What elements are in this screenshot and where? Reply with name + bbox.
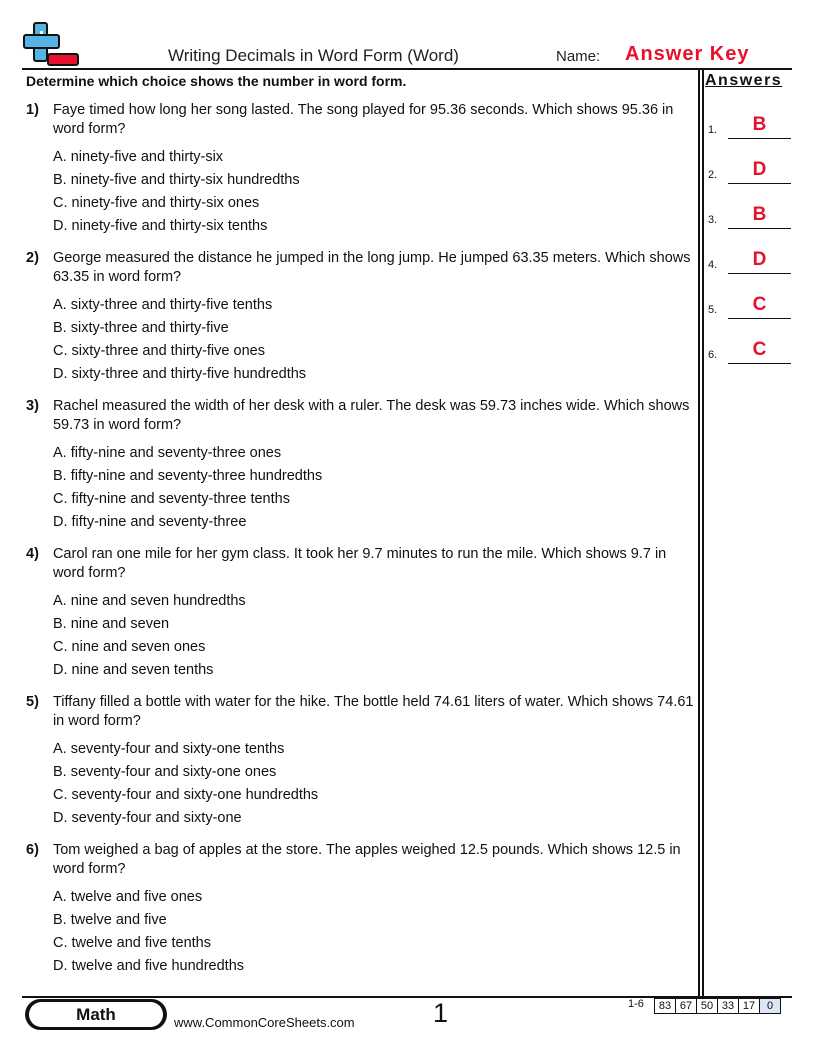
question-number: 5) xyxy=(26,694,39,710)
answer-number: 5. xyxy=(708,304,718,316)
answer-number: 4. xyxy=(708,259,718,271)
question-3 xyxy=(26,397,696,534)
answer-value: D xyxy=(752,249,767,270)
question-number: 6) xyxy=(26,842,39,858)
choice-a: A. ninety-five and thirty-six xyxy=(53,149,224,165)
question-number: 1) xyxy=(26,102,39,118)
score-cell: 83 xyxy=(654,998,676,1014)
top-divider xyxy=(22,68,792,70)
answer-row xyxy=(708,157,794,202)
footer-url: www.CommonCoreSheets.com xyxy=(174,1015,355,1030)
question-5 xyxy=(26,693,696,830)
choice-c: C. twelve and five tenths xyxy=(53,935,211,951)
score-range-label: 1-6 xyxy=(628,998,644,1010)
question-text: Tiffany filled a bottle with water for the hike. The bottle held 74.61 liters of water. Which shows 74.61 in word form? xyxy=(52,694,694,729)
question-text: Carol ran one mile for her gym class. It took her 9.7 minutes to run the mile. Which shows 9.7 in word form? xyxy=(52,546,667,581)
question-text: Rachel measured the width of her desk with a ruler. The desk was 59.73 inches wide. Which shows 59.73 in word form? xyxy=(52,398,690,433)
choice-a: A. nine and seven hundredths xyxy=(53,593,246,609)
answer-line xyxy=(728,318,791,319)
choice-b: B. twelve and five xyxy=(53,912,167,928)
question-4 xyxy=(26,545,696,682)
answer-value: B xyxy=(752,114,767,135)
choice-c: C. ninety-five and thirty-six ones xyxy=(53,195,260,211)
question-1 xyxy=(26,101,696,238)
question-6 xyxy=(26,841,696,978)
choice-a: A. sixty-three and thirty-five tenths xyxy=(53,297,273,313)
answer-row xyxy=(708,337,794,382)
answer-value: D xyxy=(752,159,767,180)
choice-d: D. ninety-five and thirty-six tenths xyxy=(53,218,268,234)
choice-d: D. seventy-four and sixty-one xyxy=(53,810,242,826)
choice-d: D. twelve and five hundredths xyxy=(53,958,245,974)
answer-number: 6. xyxy=(708,349,718,361)
answers-column-divider xyxy=(698,69,700,997)
answers-column-divider-inner xyxy=(702,69,704,997)
score-cell: 67 xyxy=(675,998,697,1014)
answer-line xyxy=(728,363,791,364)
answer-value: C xyxy=(752,294,767,315)
choice-b: B. nine and seven xyxy=(53,616,170,632)
answer-line xyxy=(728,183,791,184)
choice-b: B. ninety-five and thirty-six hundredths xyxy=(53,172,300,188)
question-2 xyxy=(26,249,696,386)
choice-c: C. fifty-nine and seventy-three tenths xyxy=(53,491,290,507)
answer-value: B xyxy=(752,204,767,225)
answer-row xyxy=(708,112,794,157)
answer-number: 3. xyxy=(708,214,718,226)
choice-d: D. nine and seven tenths xyxy=(53,662,214,678)
question-number: 2) xyxy=(26,250,39,266)
score-cell: 0 xyxy=(759,998,781,1014)
instructions: Determine which choice shows the number in word form. xyxy=(26,73,407,89)
question-list xyxy=(26,101,696,989)
choice-b: B. sixty-three and thirty-five xyxy=(53,320,229,336)
answer-line xyxy=(728,138,791,139)
answer-number: 2. xyxy=(708,169,718,181)
choice-a: A. fifty-nine and seventy-three ones xyxy=(53,445,282,461)
subject-label: Math xyxy=(29,1002,163,1027)
answer-number: 1. xyxy=(708,124,718,136)
answer-list xyxy=(708,112,794,382)
choice-b: B. seventy-four and sixty-one ones xyxy=(53,764,277,780)
answer-row xyxy=(708,247,794,292)
answer-line xyxy=(728,228,791,229)
answer-row xyxy=(708,292,794,337)
choice-c: C. seventy-four and sixty-one hundredths xyxy=(53,787,319,803)
answer-key-label: Answer Key xyxy=(625,43,750,65)
score-table xyxy=(655,998,781,1014)
name-label: Name: xyxy=(556,48,601,65)
choice-c: C. nine and seven ones xyxy=(53,639,206,655)
plus-minus-logo-icon xyxy=(22,20,80,68)
choice-a: A. twelve and five ones xyxy=(53,889,203,905)
question-text: Tom weighed a bag of apples at the store. The apples weighed 12.5 pounds. Which shows 12.5 in word form? xyxy=(52,842,681,877)
score-cell: 50 xyxy=(696,998,718,1014)
score-cell: 17 xyxy=(738,998,760,1014)
answer-value: C xyxy=(752,339,767,360)
question-text: George measured the distance he jumped in the long jump. He jumped 63.35 meters. Which shows 63.35 in word form? xyxy=(52,250,691,285)
question-text: Faye timed how long her song lasted. The song played for 95.36 seconds. Which shows 95.36 in word form? xyxy=(52,102,674,137)
answer-row xyxy=(708,202,794,247)
score-cell: 33 xyxy=(717,998,739,1014)
choice-d: D. sixty-three and thirty-five hundredths xyxy=(53,366,307,382)
answer-line xyxy=(728,273,791,274)
choice-d: D. fifty-nine and seventy-three xyxy=(53,514,247,530)
answers-heading: Answers xyxy=(705,72,783,89)
worksheet-title: Writing Decimals in Word Form (Word) xyxy=(168,46,459,65)
question-number: 4) xyxy=(26,546,39,562)
choice-c: C. sixty-three and thirty-five ones xyxy=(53,343,265,359)
question-number: 3) xyxy=(26,398,39,414)
choice-a: A. seventy-four and sixty-one tenths xyxy=(53,741,285,757)
choice-b: B. fifty-nine and seventy-three hundredths xyxy=(53,468,323,484)
page-number: 1 xyxy=(433,998,449,1028)
subject-badge xyxy=(25,999,167,1030)
